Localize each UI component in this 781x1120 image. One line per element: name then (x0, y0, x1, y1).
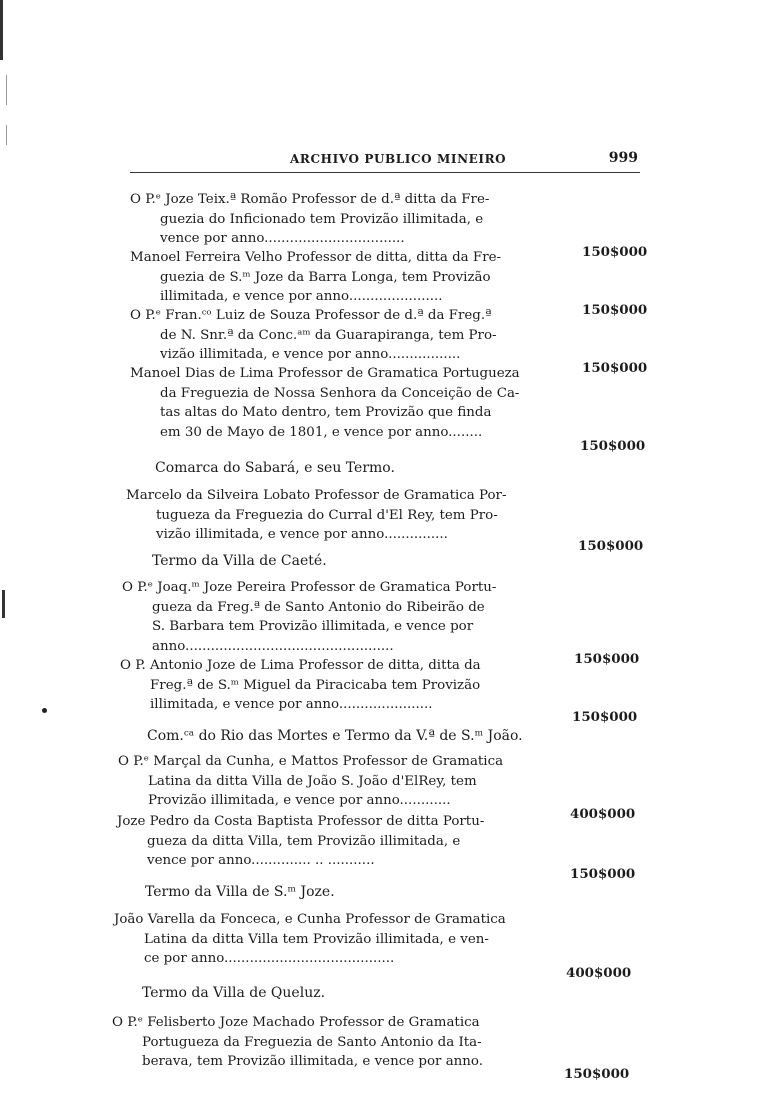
entry-line: O P.ᵉ Joaq.ᵐ Joze Pereira Professor de Gramatica Portu- (122, 580, 497, 595)
page-number: 999 (608, 150, 638, 166)
entry-line: em 30 de Mayo de 1801, e vence por anno........ (160, 424, 483, 440)
entry-line: Latina da ditta Villa tem Provizão illimitada, e ven- (144, 931, 489, 947)
entry (118, 752, 503, 811)
entry-line: S. Barbara tem Provizão illimitada, e vence por (152, 619, 474, 634)
entry-line: gueza da Freg.ª de Santo Antonio do Ribeirão de (152, 599, 485, 615)
entry-line: Freg.ª de S.ᵐ Miguel da Piracicaba tem Provizão (150, 677, 481, 693)
scan-edge-mark (6, 125, 7, 145)
entry-amount: 150$000 (582, 302, 648, 318)
entry-line: O P.ᵉ Felisberto Joze Machado Professor de Gramatica (112, 1015, 480, 1030)
entry-line: vizão illimitada, e vence por anno............... (156, 527, 448, 542)
entry-line: Manoel Ferreira Velho Professor de ditta, ditta da Fre- (130, 250, 502, 265)
section-heading: Termo da Villa de Caeté. (152, 553, 327, 569)
entry-line: da Freguezia de Nossa Senhora da Conceição de Ca- (160, 385, 520, 401)
entry (130, 364, 520, 442)
entry (114, 910, 506, 969)
entry-amount: 150$000 (564, 1066, 630, 1082)
entry-line: O P.ᵉ Joze Teix.ª Romão Professor de d.ª ditta da Fre- (130, 192, 490, 207)
entry-amount: 150$000 (572, 709, 638, 725)
entry-line: João Varella da Fonceca, e Cunha Professor de Gramatica (114, 912, 506, 927)
entry-line: anno................................................. (152, 638, 394, 654)
scan-edge-mark (0, 0, 3, 60)
entry-amount: 400$000 (570, 806, 636, 822)
header-title: ARCHIVO PUBLICO MINEIRO (290, 152, 507, 166)
section-heading: Com.ᶜᵃ do Rio das Mortes e Termo da V.ª de S.ᵐ João. (147, 728, 523, 744)
entry-line: O P.ᵉ Fran.ᶜᵒ Luiz de Souza Professor de d.ª da Freg.ª (130, 308, 492, 323)
scan-speck (42, 708, 47, 713)
entry-amount: 150$000 (578, 538, 644, 554)
entry-line: de N. Snr.ª da Conc.ᵃᵐ da Guarapiranga, tem Pro- (160, 327, 497, 343)
entry-line: illimitada, e vence por anno...................... (160, 289, 443, 304)
entry (130, 306, 497, 365)
entry-amount: 150$000 (574, 651, 640, 667)
entry-amount: 400$000 (566, 965, 632, 981)
entry-line: vizão illimitada, e vence por anno................. (160, 347, 461, 362)
entry-line: Latina da ditta Villa de João S. João d'ElRey, tem (148, 773, 477, 789)
section-heading: Termo da Villa de S.ᵐ Joze. (145, 884, 335, 900)
entry-line: Joze Pedro da Costa Baptista Professor de ditta Portu- (117, 814, 485, 829)
scan-edge-mark (6, 75, 7, 105)
scan-edge-mark (2, 590, 5, 618)
entry-amount: 150$000 (582, 360, 648, 376)
section-heading: Termo da Villa de Queluz. (142, 985, 326, 1001)
entry (126, 486, 506, 545)
entry-line: O P.ᵉ Marçal da Cunha, e Mattos Professor de Gramatica (118, 754, 504, 769)
section-heading: Comarca do Sabará, e seu Termo. (155, 460, 395, 476)
entry-line: guezia de S.ᵐ Joze da Barra Longa, tem Provizão (160, 269, 491, 285)
entry-line: gueza da ditta Villa, tem Provizão illimitada, e (147, 833, 461, 849)
entry (122, 578, 496, 656)
entry (120, 656, 481, 715)
entry-line: Marcelo da Silveira Lobato Professor de Gramatica Por- (126, 488, 507, 503)
entry-line: vence por anno................................. (160, 231, 405, 246)
entry (117, 812, 484, 871)
entry-line: tas altas do Mato dentro, tem Provizão que finda (160, 405, 492, 420)
page-header (130, 152, 640, 173)
entry-line: berava, tem Provizão illimitada, e vence por anno. (142, 1054, 484, 1069)
entry-amount: 150$000 (580, 438, 646, 454)
entry-line: illimitada, e vence por anno...................... (150, 697, 433, 712)
entry-amount: 150$000 (582, 244, 648, 260)
entry-line: guezia do Inficionado tem Provizão illimitada, e (160, 211, 484, 227)
entry-line: Manoel Dias de Lima Professor de Gramatica Portugueza (130, 366, 520, 381)
entry-amount: 150$000 (570, 866, 636, 882)
entry-line: Provizão illimitada, e vence por anno............ (148, 793, 451, 808)
entry (130, 248, 501, 307)
entry (130, 190, 489, 249)
entry-line: ce por anno........................................ (144, 951, 395, 966)
entry (112, 1013, 483, 1072)
entry-line: O P. Antonio Joze de Lima Professor de ditta, ditta da (120, 658, 481, 673)
entry-line: tugueza da Freguezia do Curral d'El Rey, tem Pro- (156, 507, 498, 523)
entry-line: Portugueza da Freguezia de Santo Antonio da Ita- (142, 1034, 482, 1050)
entry-line: vence por anno.............. .. ........... (147, 853, 375, 868)
